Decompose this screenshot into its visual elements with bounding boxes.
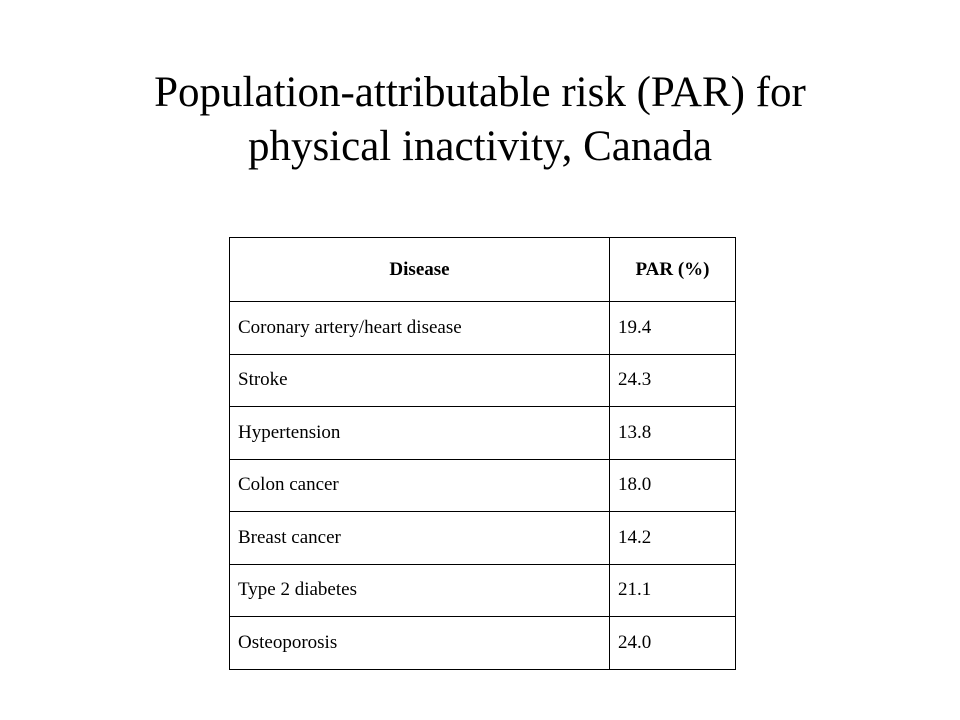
table-row — [230, 564, 736, 617]
disease-cell: Coronary artery/heart disease — [230, 302, 610, 355]
par-value-cell: 24.0 — [610, 617, 736, 670]
disease-cell: Hypertension — [230, 407, 610, 460]
par-value-cell: 18.0 — [610, 459, 736, 512]
par-value-cell: 14.2 — [610, 512, 736, 565]
slide-title-line-1: Population-attributable risk (PAR) for — [154, 69, 806, 116]
table-row — [230, 302, 736, 355]
table-row — [230, 354, 736, 407]
table-header-row — [230, 238, 736, 302]
disease-cell: Breast cancer — [230, 512, 610, 565]
header-disease: Disease — [230, 238, 610, 302]
par-value-cell: 24.3 — [610, 354, 736, 407]
slide-title — [40, 66, 920, 174]
par-value-cell: 13.8 — [610, 407, 736, 460]
par-value-cell: 19.4 — [610, 302, 736, 355]
disease-cell: Osteoporosis — [230, 617, 610, 670]
par-value-cell: 21.1 — [610, 564, 736, 617]
disease-cell: Stroke — [230, 354, 610, 407]
table-row — [230, 512, 736, 565]
table-row — [230, 459, 736, 512]
header-par-percent: PAR (%) — [610, 238, 736, 302]
disease-cell: Type 2 diabetes — [230, 564, 610, 617]
slide-title-line-2: physical inactivity, Canada — [247, 123, 713, 170]
par-table — [229, 237, 736, 670]
table-row — [230, 407, 736, 460]
disease-cell: Colon cancer — [230, 459, 610, 512]
table-row — [230, 617, 736, 670]
